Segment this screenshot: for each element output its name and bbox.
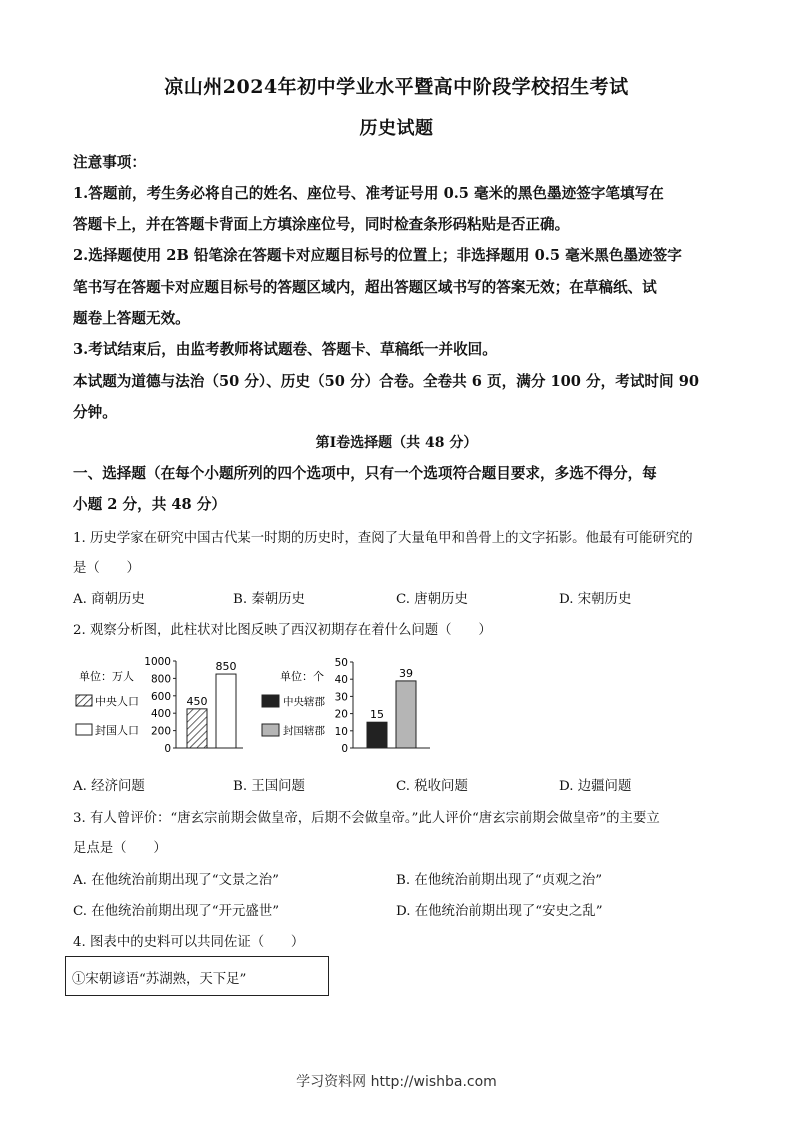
notice-line: 2.选择题使用 2B 铅笔涂在答题卡对应题目标号的位置上；非选择题用 0.5 毫米黑色墨迹签字 [73, 247, 682, 264]
chart2-legend-swatch-gray [262, 724, 279, 736]
exam-title: 凉山州2024年初中学业水平暨高中阶段学校招生考试 [164, 76, 629, 98]
question-3-option-b: B. 在他统治前期出现了“贞观之治” [396, 873, 603, 888]
question-1-option-a: A. 商朝历史 [73, 592, 145, 607]
question-3-stem: 3. 有人曾评价：“唐玄宗前期会做皇帝，后期不会做皇帝。”此人评价“唐玄宗前期会做皇帝”的主要立 [73, 811, 660, 826]
chart2-y-tick-label: 40 [334, 674, 348, 687]
chart1-legend-swatch-white [76, 724, 92, 735]
question-4-stem: 4. 图表中的史料可以共同佐证（ ） [73, 935, 305, 950]
notice-line: 分钟。 [73, 404, 117, 421]
question-3-option-d: D. 在他统治前期出现了“安史之乱” [396, 904, 603, 919]
chart1-y-tick-label: 0 [164, 743, 171, 755]
chart1-y-tick-label: 1000 [144, 656, 171, 668]
question-1-option-c: C. 唐朝历史 [396, 592, 468, 607]
question-2-stem: 2. 观察分析图，此柱状对比图反映了西汉初期存在着什么问题（ ） [73, 623, 492, 638]
question-4-source-text: ①宋朝谚语“苏湖熟，天下足” [72, 972, 247, 987]
chart1-y-tick-label: 600 [150, 690, 171, 703]
chart1-unit-label: 单位：万人 [79, 670, 134, 683]
notice-heading: 注意事项： [73, 154, 146, 171]
section-instruction: 小题 2 分，共 48 分） [73, 496, 226, 513]
question-2-option-b: B. 王国问题 [233, 779, 305, 794]
notice-line: 1.答题前，考生务必将自己的姓名、座位号、准考证号用 0.5 毫米的黑色墨迹签字笔填写在 [73, 185, 664, 202]
chart2-bar [396, 681, 416, 748]
chart2-y-tick-label: 50 [334, 657, 348, 669]
question-3-option-c: C. 在他统治前期出现了“开元盛世” [73, 904, 280, 919]
question-1-stem: 是（ ） [73, 561, 140, 576]
chart1-data-label: 850 [215, 660, 237, 674]
notice-line: 3.考试结束后，由监考教师将试题卷、答题卡、草稿纸一并收回。 [73, 341, 497, 358]
chart2-data-label: 39 [399, 666, 413, 680]
notice-line: 本试题为道德与法治（50 分）、历史（50 分）合卷。全卷共 6 页，满分 100 分，考试时间 90 [73, 373, 699, 390]
chart2-unit-label: 单位：个 [280, 670, 324, 683]
section-title: 第Ⅰ卷选择题（共 48 分） [315, 435, 478, 451]
question-3-stem: 足点是（ ） [73, 841, 167, 856]
chart1-legend-label: 封国人口 [95, 724, 139, 737]
question-2-option-a: A. 经济问题 [73, 779, 145, 794]
chart1-bar [216, 674, 236, 748]
notice-line: 题卷上答题无效。 [73, 310, 190, 327]
notice-line: 笔书写在答题卡对应题目标号的答题区域内，超出答题区域书写的答案无效；在草稿纸、试 [73, 279, 657, 296]
question-1-option-b: B. 秦朝历史 [233, 592, 305, 607]
chart1-legend-swatch-hatched [76, 695, 92, 706]
commandery-chart [258, 652, 433, 756]
question-1-option-d: D. 宋朝历史 [559, 592, 632, 607]
chart2-legend-label: 封国辖郡 [283, 725, 325, 737]
chart1-y-tick-label: 200 [150, 725, 171, 738]
chart2-legend-label: 中央辖郡 [283, 696, 325, 708]
chart2-y-tick-label: 20 [334, 708, 348, 721]
question-4-source-box [65, 956, 329, 996]
question-2-option-d: D. 边疆问题 [559, 779, 632, 794]
chart1-y-tick-label: 400 [150, 708, 171, 721]
footer-watermark: 学习资料网 http://wishba.com [296, 1074, 497, 1090]
section-instruction: 一、选择题（在每个小题所列的四个选项中，只有一个选项符合题目要求，多选不得分，每 [73, 465, 657, 482]
chart2-y-tick-label: 10 [334, 725, 348, 738]
chart1-legend-label: 中央人口 [95, 695, 139, 708]
chart2-data-label: 15 [370, 708, 384, 722]
chart2-legend-swatch-dark [262, 695, 279, 707]
population-chart [73, 652, 248, 756]
question-3-option-a: A. 在他统治前期出现了“文景之治” [73, 873, 279, 888]
chart1-y-tick-label: 800 [150, 673, 171, 686]
exam-subtitle: 历史试题 [359, 118, 434, 139]
question-1-stem: 1. 历史学家在研究中国古代某一时期的历史时，查阅了大量龟甲和兽骨上的文字拓影。他最有可能研究的 [73, 531, 693, 546]
chart2-y-tick-label: 30 [334, 691, 348, 704]
chart2-bar [367, 722, 387, 748]
chart2-y-tick-label: 0 [341, 743, 348, 755]
chart1-bar [187, 709, 207, 748]
question-2-option-c: C. 税收问题 [396, 779, 468, 794]
chart1-data-label: 450 [186, 694, 208, 708]
notice-line: 答题卡上，并在答题卡背面上方填涂座位号，同时检查条形码粘贴是否正确。 [73, 216, 570, 233]
